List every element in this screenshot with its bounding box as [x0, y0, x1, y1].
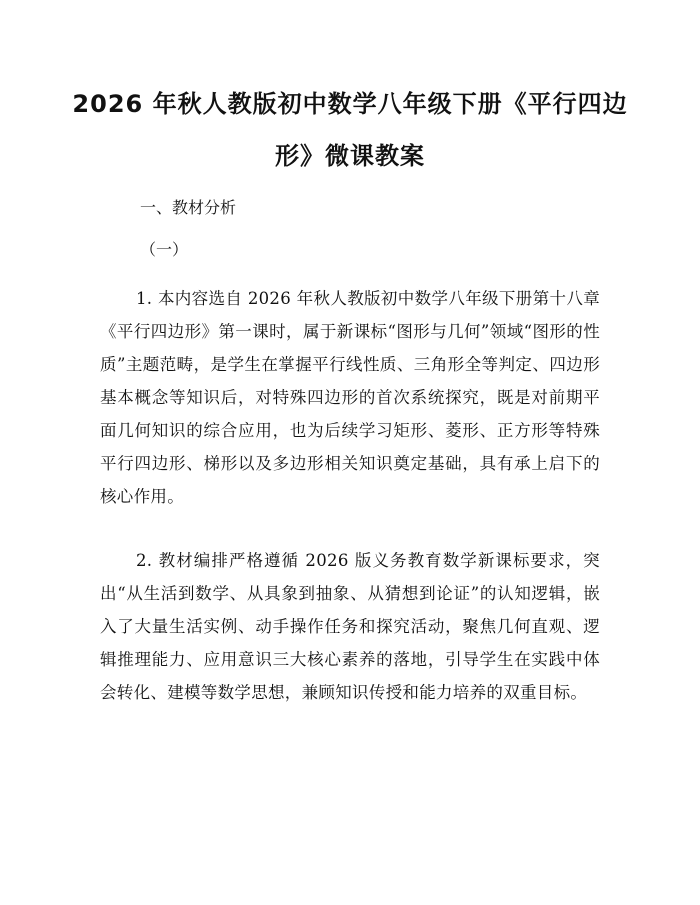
paragraph-2: 2. 教材编排严格遵循 2026 版义务教育数学新课标要求，突出“从生活到数学、从具象到抽象、从猜想到论证”的认知逻辑，嵌入了大量生活实例、动手操作任务和探究活动，聚焦几何直观、逻辑推理能力、应用意识三大核心素养的落地，引导学生在实践中体会转化、建模等数学思想，兼顾知识传授和能力培养的双重目标。	[100, 551, 600, 702]
document-title: 2026 年秋人教版初中数学八年级下册《平行四边形》微课教案	[72, 90, 628, 170]
section-heading: 一、教材分析	[140, 198, 237, 217]
paragraph-1: 1. 本内容选自 2026 年秋人教版初中数学八年级下册第十八章《平行四边形》第一课时，属于新课标“图形与几何”领域“图形的性质”主题范畴，是学生在掌握平行线性质、三角形全等判定、四边形基本概念等知识后，对特殊四边形的首次系统探究，既是对前期平面几何知识的综合应用，也为后续学习矩形、菱形、正方形等特殊平行四边形、梯形以及多边形相关知识奠定基础，具有承上启下的核心作用。	[100, 289, 600, 506]
subsection-heading: （一）	[140, 240, 189, 259]
